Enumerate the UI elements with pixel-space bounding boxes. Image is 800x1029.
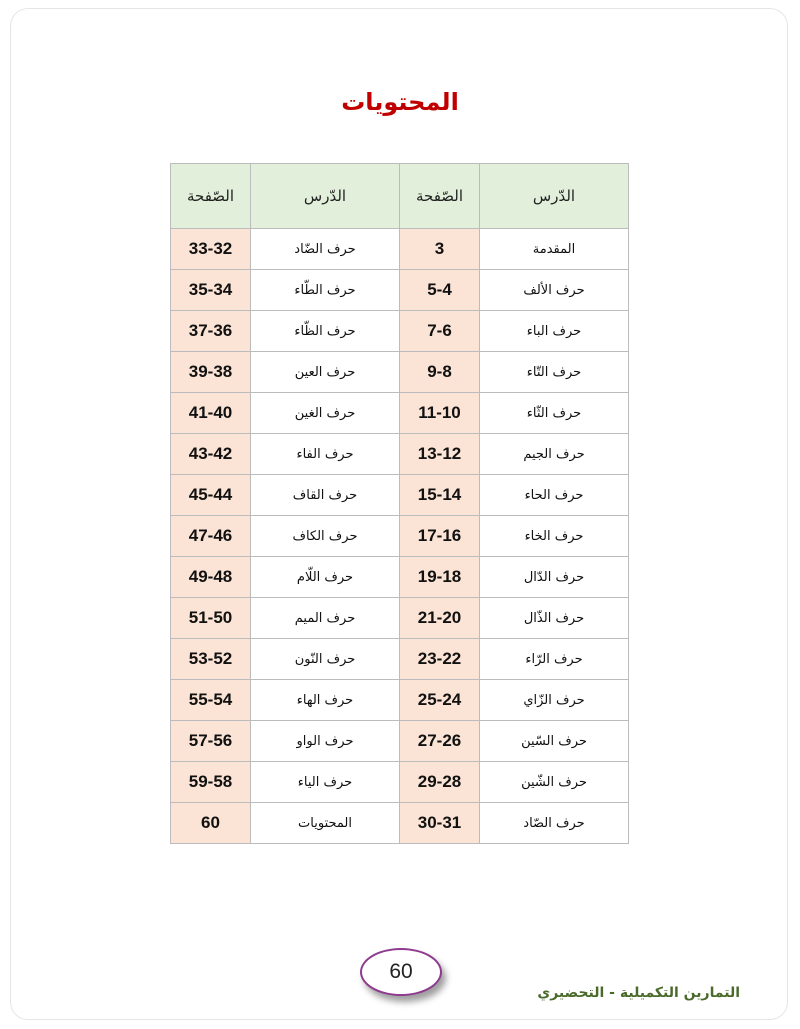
right-lesson-cell: حرف الشّين [480, 762, 629, 803]
left-lesson-cell: حرف العين [251, 352, 400, 393]
left-page-cell: 45-44 [171, 475, 251, 516]
contents-table [170, 163, 629, 844]
left-lesson-cell: حرف النّون [251, 639, 400, 680]
book-title: التمارين التكميلية - التحضيري [537, 985, 740, 1001]
right-page-cell: 25-24 [400, 680, 480, 721]
table-row [171, 762, 629, 803]
table-row [171, 598, 629, 639]
table-row [171, 557, 629, 598]
right-lesson-cell: حرف الحاء [480, 475, 629, 516]
table-row [171, 393, 629, 434]
left-page-cell: 37-36 [171, 311, 251, 352]
table-row [171, 475, 629, 516]
left-page-cell: 53-52 [171, 639, 251, 680]
page-title: المحتويات [341, 88, 459, 116]
left-page-cell: 51-50 [171, 598, 251, 639]
left-page-cell: 57-56 [171, 721, 251, 762]
right-lesson-cell: حرف الجيم [480, 434, 629, 475]
left-page-cell: 55-54 [171, 680, 251, 721]
left-lesson-cell: حرف اللّام [251, 557, 400, 598]
left-page-cell: 59-58 [171, 762, 251, 803]
right-page-cell: 15-14 [400, 475, 480, 516]
table-row [171, 352, 629, 393]
left-page-cell: 49-48 [171, 557, 251, 598]
left-lesson-cell: حرف الميم [251, 598, 400, 639]
right-page-cell: 21-20 [400, 598, 480, 639]
header-right-page: الصّفحة [400, 164, 480, 229]
table-row [171, 721, 629, 762]
left-lesson-cell: حرف الغين [251, 393, 400, 434]
left-page-cell: 33-32 [171, 229, 251, 270]
table-row [171, 803, 629, 844]
right-lesson-cell: المقدمة [480, 229, 629, 270]
left-page-cell: 43-42 [171, 434, 251, 475]
header-left-lesson: الدّرس [251, 164, 400, 229]
left-lesson-cell: حرف القاف [251, 475, 400, 516]
right-page-cell: 27-26 [400, 721, 480, 762]
table-row [171, 229, 629, 270]
right-lesson-cell: حرف الزّاي [480, 680, 629, 721]
right-lesson-cell: حرف الباء [480, 311, 629, 352]
right-lesson-cell: حرف الثّاء [480, 393, 629, 434]
table-header-row [171, 164, 629, 229]
right-lesson-cell: حرف الرّاء [480, 639, 629, 680]
left-lesson-cell: حرف الهاء [251, 680, 400, 721]
left-page-cell: 60 [171, 803, 251, 844]
left-lesson-cell: حرف الظّاء [251, 311, 400, 352]
left-lesson-cell: حرف الواو [251, 721, 400, 762]
table-row [171, 516, 629, 557]
right-lesson-cell: حرف الصّاد [480, 803, 629, 844]
left-lesson-cell: حرف الضّاد [251, 229, 400, 270]
right-lesson-cell: حرف الذّال [480, 598, 629, 639]
left-lesson-cell: حرف الياء [251, 762, 400, 803]
table-row [171, 270, 629, 311]
right-page-cell: 19-18 [400, 557, 480, 598]
right-page-cell: 5-4 [400, 270, 480, 311]
right-lesson-cell: حرف الدّال [480, 557, 629, 598]
left-page-cell: 35-34 [171, 270, 251, 311]
right-page-cell: 23-22 [400, 639, 480, 680]
right-lesson-cell: حرف الألف [480, 270, 629, 311]
right-page-cell: 30-31 [400, 803, 480, 844]
left-page-cell: 39-38 [171, 352, 251, 393]
right-page-cell: 13-12 [400, 434, 480, 475]
page-number-badge: 60 [360, 948, 442, 996]
table-row [171, 434, 629, 475]
right-page-cell: 3 [400, 229, 480, 270]
header-left-page: الصّفحة [171, 164, 251, 229]
right-page-cell: 17-16 [400, 516, 480, 557]
right-lesson-cell: حرف الخاء [480, 516, 629, 557]
right-page-cell: 11-10 [400, 393, 480, 434]
right-page-cell: 29-28 [400, 762, 480, 803]
right-page-cell: 7-6 [400, 311, 480, 352]
right-lesson-cell: حرف السّين [480, 721, 629, 762]
table-row [171, 311, 629, 352]
left-lesson-cell: المحتويات [251, 803, 400, 844]
right-page-cell: 9-8 [400, 352, 480, 393]
left-page-cell: 41-40 [171, 393, 251, 434]
header-right-lesson: الدّرس [480, 164, 629, 229]
left-page-cell: 47-46 [171, 516, 251, 557]
table-row [171, 639, 629, 680]
left-lesson-cell: حرف الكاف [251, 516, 400, 557]
right-lesson-cell: حرف التّاء [480, 352, 629, 393]
left-lesson-cell: حرف الطّاء [251, 270, 400, 311]
table-body [171, 229, 629, 844]
left-lesson-cell: حرف الفاء [251, 434, 400, 475]
table-row [171, 680, 629, 721]
